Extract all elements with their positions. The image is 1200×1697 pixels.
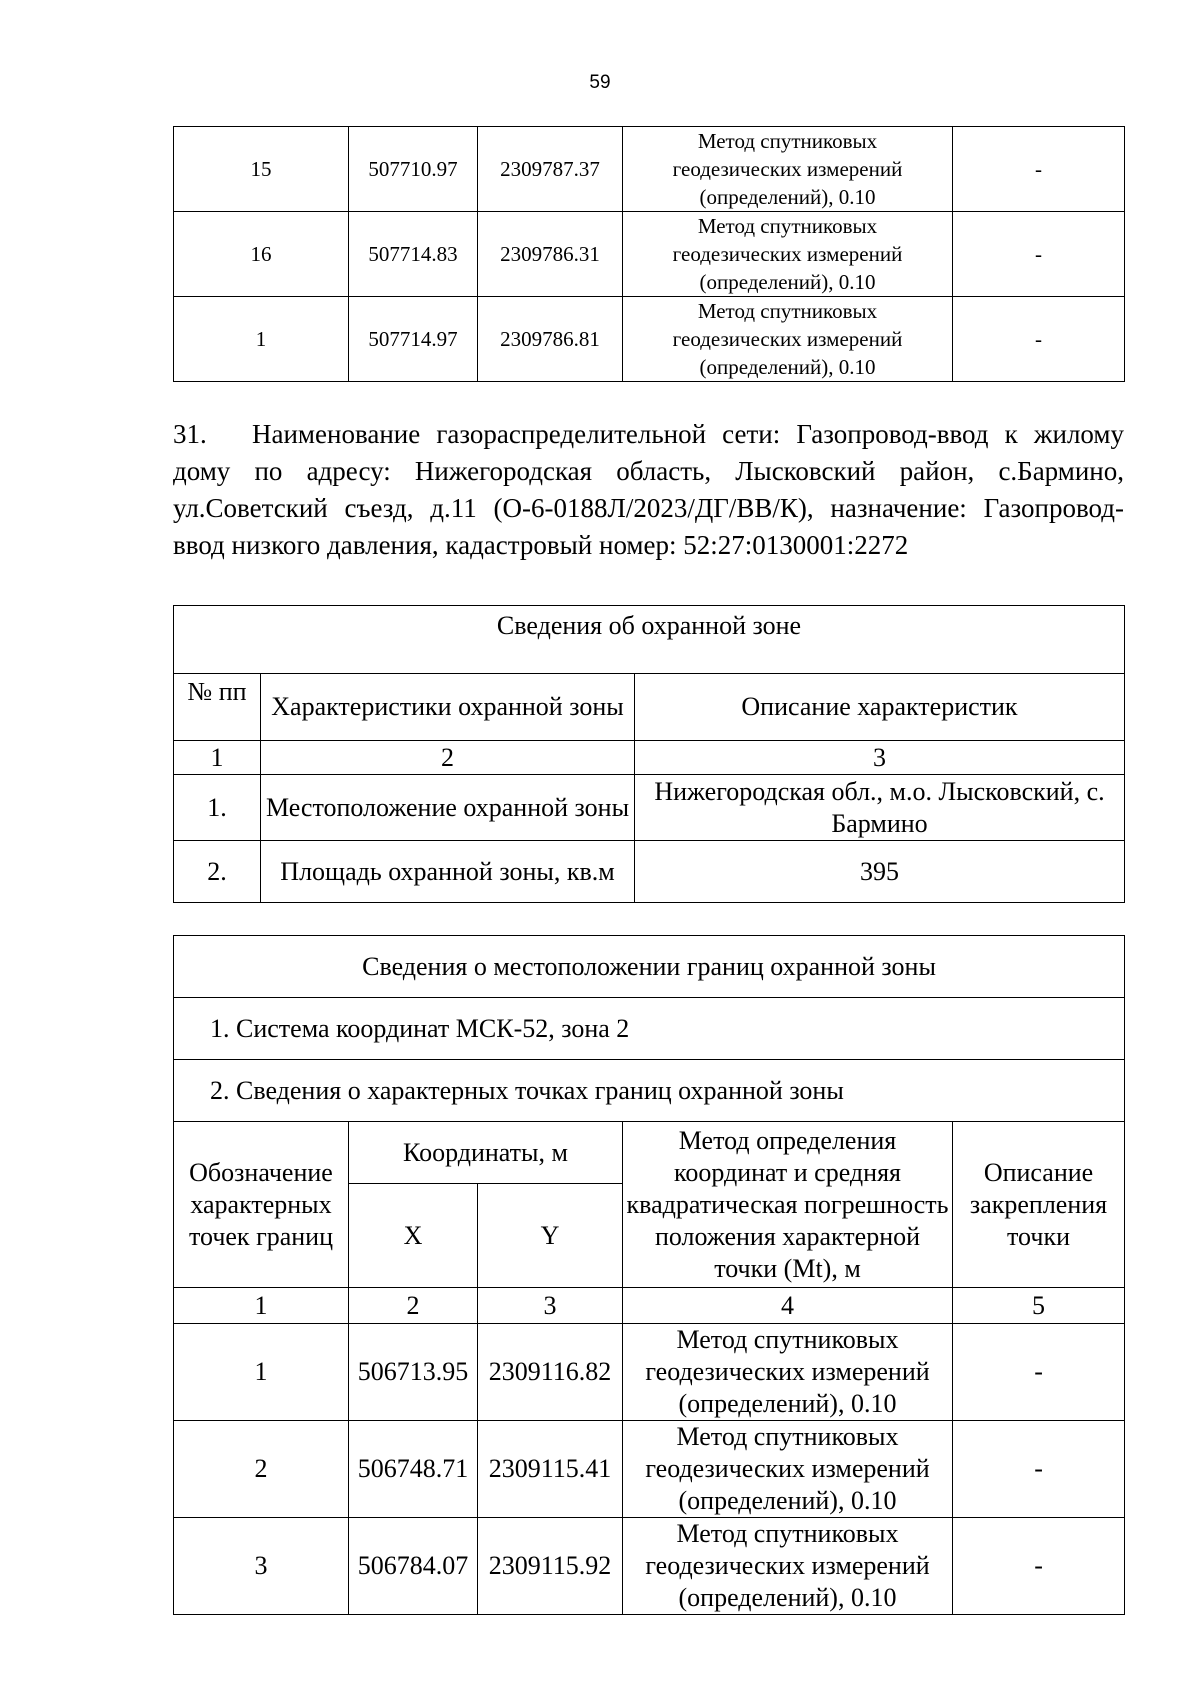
index-cell: 5 xyxy=(953,1288,1125,1324)
point-method xyxy=(623,212,953,297)
point-x: 507714.97 xyxy=(349,297,478,382)
point-y: 2309115.41 xyxy=(478,1421,623,1518)
method-line: геодезических измерений xyxy=(672,327,903,351)
point-x: 506784.07 xyxy=(349,1518,478,1615)
index-cell: 1 xyxy=(174,741,261,775)
index-cell: 4 xyxy=(623,1288,953,1324)
table-row xyxy=(174,1518,1125,1615)
method-line: Метод спутниковых xyxy=(676,1422,899,1451)
points-title: 2. Сведения о характерных точках границ охранной зоны xyxy=(174,1060,1125,1122)
point-id: 16 xyxy=(174,212,349,297)
row-description: Нижегородская обл., м.о. Лысковский, с. Бармино xyxy=(635,775,1125,841)
method-line: Метод спутниковых xyxy=(676,1325,899,1354)
point-y: 2309787.37 xyxy=(478,127,623,212)
section-text: Наименование газораспределительной сети: Газопровод-ввод к жилому дому по адресу: Нижегородская область, Лысковский район, с.Бармино, ул.Советский съезд, д.11 (О-6-0188Л/2023/ДГ/ВВ/К), назначение: Газопровод-ввод низкого давления, кадастровый номер: 52:27:0130001:2272 xyxy=(173,419,1124,560)
point-fix: - xyxy=(953,1324,1125,1421)
row-characteristic: Площадь охранной зоны, кв.м xyxy=(261,841,635,903)
method-line: геодезических измерений xyxy=(672,242,903,266)
method-line: Метод спутниковых xyxy=(697,299,878,323)
point-id: 1 xyxy=(174,297,349,382)
method-line: Метод спутниковых xyxy=(697,214,878,238)
row-description: 395 xyxy=(635,841,1125,903)
method-line: геодезических измерений xyxy=(645,1454,930,1483)
point-id: 15 xyxy=(174,127,349,212)
header-characteristics: Характеристики охранной зоны xyxy=(261,674,635,741)
row-num: 1. xyxy=(174,775,261,841)
method-line: (определений), 0.10 xyxy=(678,1389,897,1418)
table-row xyxy=(174,1060,1125,1122)
point-fix: - xyxy=(953,297,1125,382)
points-table-continued xyxy=(173,126,1125,382)
table-header-row xyxy=(174,1122,1125,1184)
index-row xyxy=(174,1288,1125,1324)
index-cell: 3 xyxy=(635,741,1125,775)
section-number: 31. xyxy=(173,419,207,449)
index-cell: 2 xyxy=(261,741,635,775)
point-method xyxy=(623,297,953,382)
table-row xyxy=(174,841,1125,903)
table-title-row xyxy=(174,936,1125,998)
table-row xyxy=(174,775,1125,841)
method-line: геодезических измерений xyxy=(672,157,903,181)
boundary-title: Сведения о местоположении границ охранной зоны xyxy=(174,936,1125,998)
method-line: (определений), 0.10 xyxy=(699,270,876,294)
point-id: 3 xyxy=(174,1518,349,1615)
point-x: 507714.83 xyxy=(349,212,478,297)
table-row xyxy=(174,297,1125,382)
page-number: 59 xyxy=(589,72,611,93)
method-line: (определений), 0.10 xyxy=(678,1486,897,1515)
table-header-row xyxy=(174,674,1125,741)
zone-info-table xyxy=(173,605,1125,903)
table-row xyxy=(174,1421,1125,1518)
table-row xyxy=(174,1324,1125,1421)
row-characteristic: Местоположение охранной зоны xyxy=(261,775,635,841)
table-row xyxy=(174,998,1125,1060)
point-fix: - xyxy=(953,127,1125,212)
header-coordinates: Координаты, м xyxy=(349,1122,623,1184)
method-line: (определений), 0.10 xyxy=(699,185,876,209)
zone-info-title: Сведения об охранной зоне xyxy=(174,606,1125,674)
header-fix: Описание закрепления точки xyxy=(953,1122,1125,1288)
point-fix: - xyxy=(953,212,1125,297)
header-y: Y xyxy=(478,1184,623,1288)
section-paragraph xyxy=(173,416,1124,564)
method-line: геодезических измерений xyxy=(645,1551,930,1580)
point-method xyxy=(623,1518,953,1615)
method-line: (определений), 0.10 xyxy=(699,355,876,379)
point-fix: - xyxy=(953,1421,1125,1518)
point-y: 2309116.82 xyxy=(478,1324,623,1421)
point-x: 506748.71 xyxy=(349,1421,478,1518)
point-y: 2309786.31 xyxy=(478,212,623,297)
index-cell: 2 xyxy=(349,1288,478,1324)
point-x: 506713.95 xyxy=(349,1324,478,1421)
point-y: 2309786.81 xyxy=(478,297,623,382)
index-row xyxy=(174,741,1125,775)
point-method xyxy=(623,1421,953,1518)
table-row xyxy=(174,127,1125,212)
method-line: (определений), 0.10 xyxy=(678,1583,897,1612)
point-id: 1 xyxy=(174,1324,349,1421)
index-cell: 1 xyxy=(174,1288,349,1324)
header-method: Метод определения координат и средняя квадратическая погрешность положения характерной точки (Mt), м xyxy=(623,1122,953,1288)
boundary-table xyxy=(173,935,1125,1615)
index-cell: 3 xyxy=(478,1288,623,1324)
row-num: 2. xyxy=(174,841,261,903)
header-num: № пп xyxy=(174,674,261,741)
point-fix: - xyxy=(953,1518,1125,1615)
point-x: 507710.97 xyxy=(349,127,478,212)
table-title-row xyxy=(174,606,1125,674)
header-designation: Обозначение характерных точек границ xyxy=(174,1122,349,1288)
method-line: Метод спутниковых xyxy=(697,129,878,153)
method-line: геодезических измерений xyxy=(645,1357,930,1386)
header-description: Описание характеристик xyxy=(635,674,1125,741)
coordinate-system: 1. Система координат МСК-52, зона 2 xyxy=(174,998,1125,1060)
point-y: 2309115.92 xyxy=(478,1518,623,1615)
point-method xyxy=(623,127,953,212)
point-id: 2 xyxy=(174,1421,349,1518)
table-row xyxy=(174,212,1125,297)
method-line: Метод спутниковых xyxy=(676,1519,899,1548)
header-x: X xyxy=(349,1184,478,1288)
point-method xyxy=(623,1324,953,1421)
